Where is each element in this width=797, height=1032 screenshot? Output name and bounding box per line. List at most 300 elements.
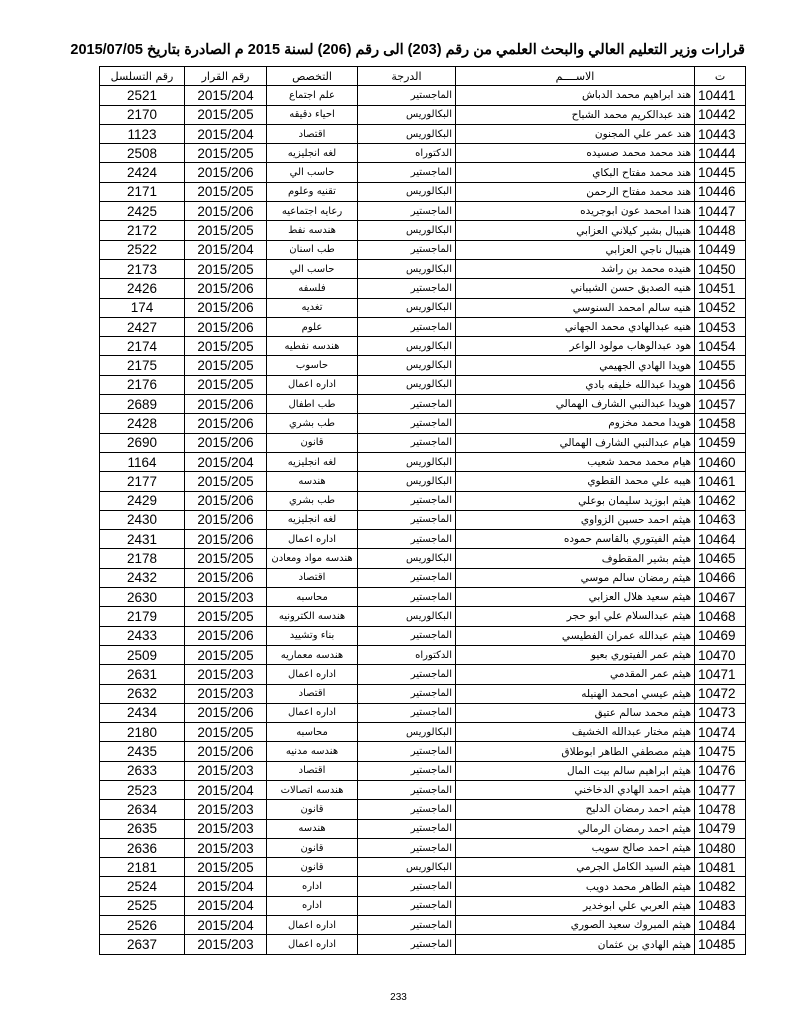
cell-seq: 10446 — [695, 182, 746, 201]
cell-serial: 2523 — [100, 780, 185, 799]
cell-decision: 2015/204 — [185, 877, 267, 896]
cell-degree: الماجستير — [358, 838, 456, 857]
cell-degree: الماجستير — [358, 433, 456, 452]
cell-seq: 10444 — [695, 144, 746, 163]
cell-name: هويدا محمد مخزوم — [456, 414, 695, 433]
table-body — [100, 86, 746, 954]
cell-decision: 2015/205 — [185, 356, 267, 375]
cell-degree: الماجستير — [358, 279, 456, 298]
table-row — [100, 607, 746, 626]
header-decision: رقم القرار — [185, 67, 267, 86]
cell-specialty: محاسبه — [267, 723, 358, 742]
cell-serial: 2426 — [100, 279, 185, 298]
cell-name: هند محمد مفتاح البكاي — [456, 163, 695, 182]
cell-decision: 2015/205 — [185, 858, 267, 877]
cell-degree: البكالوريس — [358, 607, 456, 626]
cell-name: هيام محمد محمد شعيب — [456, 452, 695, 471]
table-row — [100, 472, 746, 491]
cell-name: هند عبدالكريم محمد الشباح — [456, 105, 695, 124]
cell-serial: 2175 — [100, 356, 185, 375]
cell-seq: 10472 — [695, 684, 746, 703]
cell-seq: 10473 — [695, 703, 746, 722]
cell-serial: 2176 — [100, 375, 185, 394]
cell-serial: 2170 — [100, 105, 185, 124]
cell-name: هيام عبدالنبي الشارف الهمالي — [456, 433, 695, 452]
table-row — [100, 414, 746, 433]
cell-decision: 2015/204 — [185, 916, 267, 935]
cell-decision: 2015/203 — [185, 588, 267, 607]
cell-degree: الماجستير — [358, 819, 456, 838]
cell-name: هويدا عبدالنبي الشارف الهمالي — [456, 395, 695, 414]
cell-seq: 10475 — [695, 742, 746, 761]
table-row — [100, 568, 746, 587]
cell-seq: 10468 — [695, 607, 746, 626]
cell-degree: البكالوريس — [358, 337, 456, 356]
cell-specialty: اقتصاد — [267, 568, 358, 587]
cell-specialty: هندسه الكترونيه — [267, 607, 358, 626]
cell-decision: 2015/206 — [185, 414, 267, 433]
table-row — [100, 298, 746, 317]
cell-seq: 10478 — [695, 800, 746, 819]
cell-name: هند محمد مفتاح الرحمن — [456, 182, 695, 201]
cell-specialty: قانون — [267, 433, 358, 452]
cell-specialty: هندسه مواد ومعادن — [267, 549, 358, 568]
cell-name: هنيه سالم امحمد السنوسي — [456, 298, 695, 317]
cell-serial: 2690 — [100, 433, 185, 452]
cell-degree: الدكتوراه — [358, 144, 456, 163]
cell-serial: 2630 — [100, 588, 185, 607]
cell-degree: الماجستير — [358, 800, 456, 819]
table-row — [100, 935, 746, 954]
cell-name: هنيبال ناجي العزابي — [456, 240, 695, 259]
cell-decision: 2015/203 — [185, 800, 267, 819]
cell-serial: 2636 — [100, 838, 185, 857]
cell-decision: 2015/204 — [185, 452, 267, 471]
table-row — [100, 259, 746, 278]
cell-specialty: طب اطفال — [267, 395, 358, 414]
cell-specialty: قانون — [267, 800, 358, 819]
cell-degree: البكالوريس — [358, 549, 456, 568]
cell-name: هيثم مختار عبدالله الخشيف — [456, 723, 695, 742]
cell-degree: الماجستير — [358, 742, 456, 761]
cell-degree: الماجستير — [358, 588, 456, 607]
cell-name: هيثم بشير المقطوف — [456, 549, 695, 568]
cell-degree: الماجستير — [358, 510, 456, 529]
cell-specialty: اقتصاد — [267, 124, 358, 143]
cell-degree: الماجستير — [358, 202, 456, 221]
cell-decision: 2015/205 — [185, 144, 267, 163]
cell-degree: الماجستير — [358, 916, 456, 935]
cell-serial: 2432 — [100, 568, 185, 587]
table-row — [100, 163, 746, 182]
cell-seq: 10450 — [695, 259, 746, 278]
cell-name: هيثم احمد رمضان الدليح — [456, 800, 695, 819]
cell-name: هيثم عمر المقدمي — [456, 665, 695, 684]
cell-name: هند محمد محمد صسيده — [456, 144, 695, 163]
table-row — [100, 549, 746, 568]
header-row — [100, 67, 746, 86]
cell-serial: 2180 — [100, 723, 185, 742]
table-row — [100, 395, 746, 414]
cell-name: هنيه عبدالهادي محمد الجهاني — [456, 317, 695, 336]
cell-name: هنيبال بشير كيلاني العزابي — [456, 221, 695, 240]
table-row — [100, 684, 746, 703]
table-row — [100, 240, 746, 259]
cell-name: هند عمر علي المجنون — [456, 124, 695, 143]
cell-seq: 10479 — [695, 819, 746, 838]
table-row — [100, 665, 746, 684]
table-row — [100, 723, 746, 742]
cell-decision: 2015/204 — [185, 780, 267, 799]
cell-seq: 10456 — [695, 375, 746, 394]
cell-specialty: اداره اعمال — [267, 375, 358, 394]
cell-name: هيثم عمر الفيتوري بعيو — [456, 645, 695, 664]
cell-serial: 2521 — [100, 86, 185, 105]
cell-seq: 10452 — [695, 298, 746, 317]
cell-decision: 2015/203 — [185, 665, 267, 684]
cell-seq: 10443 — [695, 124, 746, 143]
cell-serial: 2631 — [100, 665, 185, 684]
cell-specialty: طب بشري — [267, 491, 358, 510]
table-row — [100, 337, 746, 356]
cell-serial: 2435 — [100, 742, 185, 761]
cell-degree: الدكتوراه — [358, 645, 456, 664]
cell-specialty: تقنيه وعلوم — [267, 182, 358, 201]
cell-name: هيثم عيسي امحمد الهنيله — [456, 684, 695, 703]
cell-specialty: هندسه نفطيه — [267, 337, 358, 356]
header-specialty: التخصص — [267, 67, 358, 86]
cell-name: هيثم الهادي بن عثمان — [456, 935, 695, 954]
cell-decision: 2015/205 — [185, 375, 267, 394]
cell-seq: 10483 — [695, 896, 746, 915]
table-row — [100, 626, 746, 645]
cell-serial: 174 — [100, 298, 185, 317]
table-row — [100, 800, 746, 819]
cell-decision: 2015/206 — [185, 742, 267, 761]
cell-seq: 10485 — [695, 935, 746, 954]
cell-degree: الماجستير — [358, 395, 456, 414]
cell-serial: 2635 — [100, 819, 185, 838]
cell-seq: 10466 — [695, 568, 746, 587]
cell-serial: 2634 — [100, 800, 185, 819]
cell-seq: 10455 — [695, 356, 746, 375]
cell-serial: 2428 — [100, 414, 185, 433]
cell-name: هند ابراهيم محمد الدباش — [456, 86, 695, 105]
cell-decision: 2015/206 — [185, 202, 267, 221]
cell-degree: الماجستير — [358, 935, 456, 954]
cell-specialty: احياء دقيقه — [267, 105, 358, 124]
cell-degree: الماجستير — [358, 530, 456, 549]
cell-seq: 10470 — [695, 645, 746, 664]
cell-specialty: اداره — [267, 896, 358, 915]
cell-decision: 2015/206 — [185, 530, 267, 549]
cell-decision: 2015/206 — [185, 279, 267, 298]
cell-name: هيثم عبدالسلام علي ابو حجر — [456, 607, 695, 626]
cell-name: هويدا الهادي الجهيمي — [456, 356, 695, 375]
table-row — [100, 356, 746, 375]
page-number: 233 — [390, 992, 407, 1003]
cell-name: هيبه علي محمد القطوي — [456, 472, 695, 491]
cell-name: هيثم ابوزيد سليمان بوعلي — [456, 491, 695, 510]
cell-decision: 2015/205 — [185, 472, 267, 491]
cell-serial: 1164 — [100, 452, 185, 471]
cell-specialty: تغديه — [267, 298, 358, 317]
cell-degree: الماجستير — [358, 780, 456, 799]
cell-decision: 2015/205 — [185, 645, 267, 664]
cell-degree: البكالوريس — [358, 472, 456, 491]
cell-seq: 10458 — [695, 414, 746, 433]
cell-name: هيثم رمضان سالم موسي — [456, 568, 695, 587]
cell-degree: الماجستير — [358, 684, 456, 703]
table-row — [100, 645, 746, 664]
table-row — [100, 761, 746, 780]
cell-serial: 2434 — [100, 703, 185, 722]
cell-seq: 10482 — [695, 877, 746, 896]
cell-degree: البكالوريس — [358, 375, 456, 394]
cell-name: هويدا عبدالله خليفه بادي — [456, 375, 695, 394]
cell-degree: البكالوريس — [358, 105, 456, 124]
cell-specialty: هندسه اتصالات — [267, 780, 358, 799]
cell-decision: 2015/203 — [185, 819, 267, 838]
cell-decision: 2015/204 — [185, 896, 267, 915]
cell-specialty: طب بشري — [267, 414, 358, 433]
cell-decision: 2015/206 — [185, 298, 267, 317]
cell-seq: 10484 — [695, 916, 746, 935]
table-row — [100, 202, 746, 221]
table-row — [100, 780, 746, 799]
cell-decision: 2015/206 — [185, 317, 267, 336]
cell-seq: 10469 — [695, 626, 746, 645]
cell-specialty: اداره — [267, 877, 358, 896]
cell-degree: الماجستير — [358, 877, 456, 896]
cell-seq: 10467 — [695, 588, 746, 607]
cell-serial: 2433 — [100, 626, 185, 645]
cell-decision: 2015/206 — [185, 568, 267, 587]
header-degree: الدرجة — [358, 67, 456, 86]
cell-decision: 2015/204 — [185, 124, 267, 143]
table-row — [100, 433, 746, 452]
cell-degree: الماجستير — [358, 568, 456, 587]
cell-decision: 2015/203 — [185, 935, 267, 954]
cell-degree: الماجستير — [358, 414, 456, 433]
cell-specialty: بناء وتشييد — [267, 626, 358, 645]
cell-serial: 2427 — [100, 317, 185, 336]
table-row — [100, 105, 746, 124]
cell-degree: الماجستير — [358, 317, 456, 336]
cell-seq: 10441 — [695, 86, 746, 105]
cell-seq: 10474 — [695, 723, 746, 742]
cell-specialty: رعايه اجتماعيه — [267, 202, 358, 221]
cell-serial: 2689 — [100, 395, 185, 414]
cell-name: هنيه الصديق حسن الشيباني — [456, 279, 695, 298]
cell-seq: 10471 — [695, 665, 746, 684]
cell-specialty: قانون — [267, 838, 358, 857]
cell-serial: 2425 — [100, 202, 185, 221]
cell-name: هنيده محمد بن راشد — [456, 259, 695, 278]
cell-specialty: اداره اعمال — [267, 665, 358, 684]
cell-seq: 10448 — [695, 221, 746, 240]
cell-decision: 2015/204 — [185, 86, 267, 105]
cell-seq: 10457 — [695, 395, 746, 414]
cell-specialty: اداره اعمال — [267, 703, 358, 722]
records-table — [99, 66, 746, 955]
table-row — [100, 838, 746, 857]
cell-seq: 10480 — [695, 838, 746, 857]
cell-specialty: اقتصاد — [267, 684, 358, 703]
cell-name: هيثم المبروك سعيد الصوري — [456, 916, 695, 935]
header-seq: ت — [695, 67, 746, 86]
table-row — [100, 742, 746, 761]
cell-serial: 2431 — [100, 530, 185, 549]
table-row — [100, 819, 746, 838]
cell-specialty: علم اجتماع — [267, 86, 358, 105]
cell-degree: البكالوريس — [358, 452, 456, 471]
cell-decision: 2015/205 — [185, 607, 267, 626]
cell-name: هيثم عبدالله عمران الفطيسي — [456, 626, 695, 645]
cell-specialty: اداره اعمال — [267, 935, 358, 954]
cell-name: هيثم احمد الهادي الدخاخني — [456, 780, 695, 799]
cell-degree: الماجستير — [358, 626, 456, 645]
cell-decision: 2015/206 — [185, 395, 267, 414]
cell-name: هيثم السيد الكامل الجرمي — [456, 858, 695, 877]
cell-name: هيثم ابراهيم سالم بيت المال — [456, 761, 695, 780]
cell-degree: البكالوريس — [358, 124, 456, 143]
cell-specialty: علوم — [267, 317, 358, 336]
cell-name: هيثم سعيد هلال العزابي — [456, 588, 695, 607]
cell-specialty: قانون — [267, 858, 358, 877]
cell-specialty: لغه انجليزيه — [267, 510, 358, 529]
cell-name: هيثم الطاهر محمد دويب — [456, 877, 695, 896]
cell-seq: 10442 — [695, 105, 746, 124]
cell-degree: الماجستير — [358, 761, 456, 780]
cell-name: هود عبدالوهاب مولود الواعر — [456, 337, 695, 356]
cell-name: هندا امحمد عون ابوجريده — [456, 202, 695, 221]
cell-seq: 10461 — [695, 472, 746, 491]
cell-seq: 10465 — [695, 549, 746, 568]
cell-seq: 10476 — [695, 761, 746, 780]
table-row — [100, 279, 746, 298]
table-row — [100, 375, 746, 394]
table-row — [100, 588, 746, 607]
table-row — [100, 86, 746, 105]
cell-specialty: حاسب الي — [267, 259, 358, 278]
cell-name: هيثم محمد سالم عتيق — [456, 703, 695, 722]
cell-seq: 10454 — [695, 337, 746, 356]
cell-name: هيثم العربي علي ابوخدير — [456, 896, 695, 915]
table-row — [100, 317, 746, 336]
cell-degree: الماجستير — [358, 703, 456, 722]
cell-specialty: هندسه نفط — [267, 221, 358, 240]
cell-degree: البكالوريس — [358, 858, 456, 877]
cell-decision: 2015/203 — [185, 684, 267, 703]
cell-specialty: اداره اعمال — [267, 530, 358, 549]
cell-specialty: فلسفه — [267, 279, 358, 298]
table-row — [100, 491, 746, 510]
cell-name: هيثم الفيتوري بالقاسم حموده — [456, 530, 695, 549]
cell-degree: البكالوريس — [358, 723, 456, 742]
cell-degree: الماجستير — [358, 86, 456, 105]
cell-serial: 2171 — [100, 182, 185, 201]
cell-specialty: حاسوب — [267, 356, 358, 375]
cell-seq: 10459 — [695, 433, 746, 452]
cell-decision: 2015/205 — [185, 105, 267, 124]
cell-decision: 2015/205 — [185, 259, 267, 278]
cell-name: هيثم احمد رمضان الرمالي — [456, 819, 695, 838]
cell-degree: الماجستير — [358, 491, 456, 510]
cell-degree: البكالوريس — [358, 298, 456, 317]
cell-specialty: اداره اعمال — [267, 916, 358, 935]
cell-specialty: محاسبه — [267, 588, 358, 607]
cell-decision: 2015/205 — [185, 182, 267, 201]
cell-seq: 10449 — [695, 240, 746, 259]
cell-decision: 2015/206 — [185, 510, 267, 529]
cell-serial: 2632 — [100, 684, 185, 703]
cell-serial: 2509 — [100, 645, 185, 664]
cell-serial: 2524 — [100, 877, 185, 896]
table-row — [100, 182, 746, 201]
cell-degree: الماجستير — [358, 240, 456, 259]
cell-decision: 2015/204 — [185, 240, 267, 259]
cell-serial: 2526 — [100, 916, 185, 935]
cell-seq: 10451 — [695, 279, 746, 298]
cell-seq: 10453 — [695, 317, 746, 336]
cell-seq: 10463 — [695, 510, 746, 529]
cell-serial: 1123 — [100, 124, 185, 143]
header-name: الاســــم — [456, 67, 695, 86]
cell-seq: 10464 — [695, 530, 746, 549]
cell-decision: 2015/206 — [185, 703, 267, 722]
table-row — [100, 858, 746, 877]
cell-name: هيثم احمد حسين الزواوي — [456, 510, 695, 529]
cell-decision: 2015/205 — [185, 549, 267, 568]
cell-name: هيثم مصطفي الطاهر ابوطلاق — [456, 742, 695, 761]
cell-specialty: لغه انجليزيه — [267, 144, 358, 163]
table-row — [100, 144, 746, 163]
table-row — [100, 124, 746, 143]
cell-degree: الماجستير — [358, 163, 456, 182]
cell-serial: 2429 — [100, 491, 185, 510]
document-title: قرارات وزير التعليم العالي والبحث العلمي من رقم (203) الى رقم (206) لسنة 2015 م الصادرة بتاريخ 2015/07/05 — [70, 42, 745, 58]
table-row — [100, 703, 746, 722]
cell-decision: 2015/206 — [185, 433, 267, 452]
cell-decision: 2015/205 — [185, 337, 267, 356]
cell-decision: 2015/203 — [185, 838, 267, 857]
table-row — [100, 877, 746, 896]
cell-specialty: اقتصاد — [267, 761, 358, 780]
table-row — [100, 916, 746, 935]
cell-serial: 2633 — [100, 761, 185, 780]
cell-degree: الماجستير — [358, 896, 456, 915]
cell-serial: 2174 — [100, 337, 185, 356]
cell-decision: 2015/203 — [185, 761, 267, 780]
cell-serial: 2181 — [100, 858, 185, 877]
cell-decision: 2015/205 — [185, 221, 267, 240]
cell-serial: 2508 — [100, 144, 185, 163]
table-row — [100, 452, 746, 471]
cell-serial: 2430 — [100, 510, 185, 529]
cell-seq: 10481 — [695, 858, 746, 877]
cell-name: هيثم احمد صالح سويب — [456, 838, 695, 857]
cell-degree: البكالوريس — [358, 259, 456, 278]
cell-serial: 2177 — [100, 472, 185, 491]
cell-seq: 10462 — [695, 491, 746, 510]
header-serial: رقم التسلسل — [100, 67, 185, 86]
cell-specialty: هندسه معماريه — [267, 645, 358, 664]
cell-serial: 2178 — [100, 549, 185, 568]
table-row — [100, 221, 746, 240]
cell-specialty: لغه انجليزيه — [267, 452, 358, 471]
cell-serial: 2424 — [100, 163, 185, 182]
